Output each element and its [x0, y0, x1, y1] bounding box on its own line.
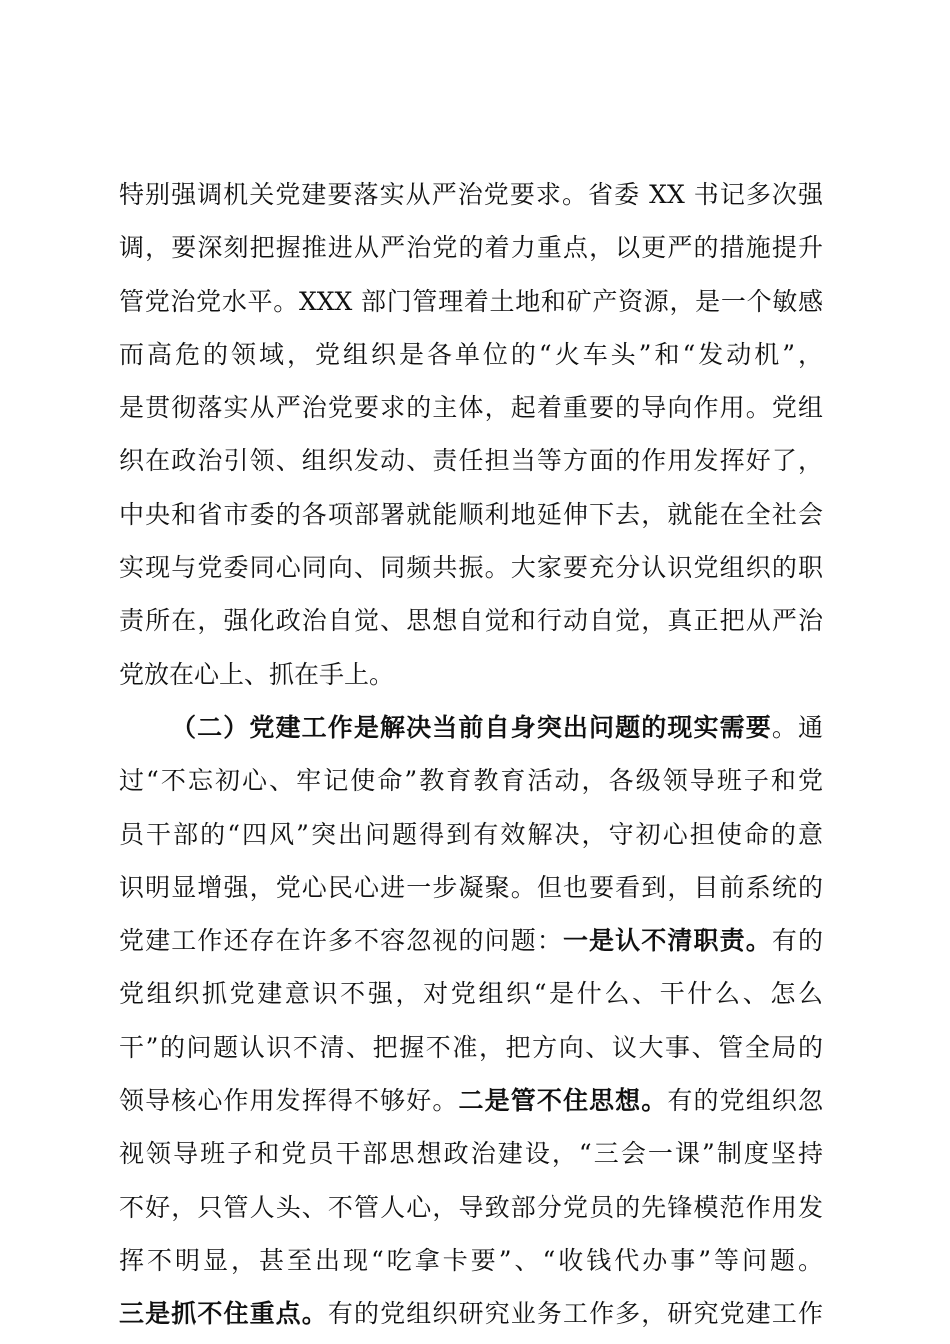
paragraph-line: 中央和省市委的各项部署就能顺利地延伸下去，就能在全社会: [119, 499, 823, 529]
paragraph-line: 是贯彻落实从严治党要求的主体，起着重要的导向作用。党组: [119, 393, 823, 423]
paragraph-line: 织在政治引领、组织发动、责任担当等方面的作用发挥好了，: [119, 446, 823, 476]
paragraph-line: [119, 1074, 823, 1127]
paragraph-line: 视领导班子和党员干部思想政治建设，“三会一课”制度坚持: [119, 1139, 823, 1169]
paragraph-line: 调，要深刻把握推进从严治党的着力重点，以更严的措施提升: [119, 233, 823, 263]
paragraph-line: 过“不忘初心、牢记使命”教育教育活动，各级领导班子和党: [119, 766, 823, 796]
point-two-title: 二是管不住思想。: [458, 1086, 668, 1116]
line-text: 有的: [771, 926, 823, 956]
paragraph-line: 党放在心上、抓在手上。: [119, 659, 395, 689]
paragraph-line: [119, 1287, 823, 1340]
paragraph-line: [119, 914, 823, 967]
line-text: 有的党组织研究业务工作多，研究党建工作: [327, 1299, 823, 1329]
heading-tail: 。通: [771, 712, 823, 742]
point-three-title: 三是抓不住重点。: [119, 1299, 328, 1329]
point-one-title: 一是认不清职责。: [562, 926, 772, 956]
line-text: 党建工作还存在许多不容忽视的问题：: [119, 926, 563, 956]
paragraph-line: 特别强调机关党建要落实从严治党要求。省委 XX 书记多次强: [119, 180, 823, 209]
section-heading: （二）党建工作是解决当前自身突出问题的现实需要: [171, 712, 772, 742]
paragraph-line: 不好，只管人头、不管人心，导致部分党员的先锋模范作用发: [119, 1192, 823, 1222]
section-heading-line: [119, 701, 823, 754]
line-text: 领导核心作用发挥得不够好。: [119, 1086, 459, 1116]
paragraph-line: 干”的问题认识不清、把握不准，把方向、议大事、管全局的: [119, 1032, 823, 1062]
paragraph-line: 识明显增强，党心民心进一步凝聚。但也要看到，目前系统的: [119, 872, 823, 902]
document-body: [119, 168, 823, 1341]
paragraph-line: 管党治党水平。XXX 部门管理着土地和矿产资源，是一个敏感: [119, 286, 823, 316]
paragraph-line: 党组织抓党建意识不强，对党组织“是什么、干什么、怎么: [119, 979, 823, 1009]
paragraph-line: 实现与党委同心同向、同频共振。大家要充分认识党组织的职: [119, 553, 823, 583]
paragraph-line: 挥不明显，甚至出现“吃拿卡要”、“收钱代办事”等问题。: [119, 1245, 823, 1275]
paragraph-line: 而高危的领域，党组织是各单位的“火车头”和“发动机”，: [119, 339, 823, 369]
paragraph-line: 责所在，强化政治自觉、思想自觉和行动自觉，真正把从严治: [119, 606, 823, 636]
line-text: 有的党组织忽: [667, 1086, 823, 1116]
paragraph-line: 员干部的“四风”突出问题得到有效解决，守初心担使命的意: [119, 819, 823, 849]
